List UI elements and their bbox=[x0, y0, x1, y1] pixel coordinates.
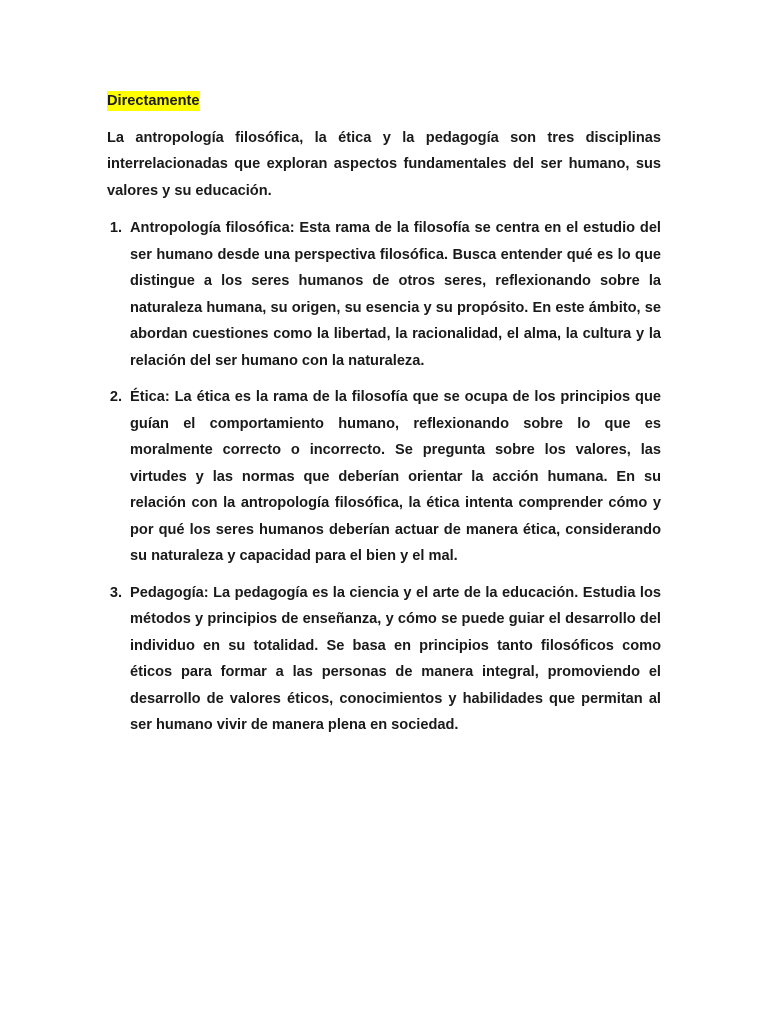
document-body bbox=[107, 88, 661, 749]
list-item-text: Antropología filosófica: Esta rama de la filosofía se centra en el estudio del ser humano desde una perspectiva filosófica. Busca entender qué es lo que distingue a los seres humanos de otros seres, reflexionando sobre la naturaleza humana, su origen, su esencia y su propósito. En este ámbito, se abordan cuestiones como la libertad, la racionalidad, el alma, la cultura y la relación del ser humano con la naturaleza. bbox=[130, 220, 661, 369]
list-item-text: Ética: La ética es la rama de la filosofía que se ocupa de los principios que guían el comportamiento humano, reflexionando sobre lo que es moralmente correcto o incorrecto. Se pregunta sobre los valores, las virtudes y las normas que deberían orientar la acción humana. En su relación con la antropología filosófica, la ética intenta comprender cómo y por qué los seres humanos deberían actuar de manera ética, considerando su naturaleza y capacidad para el bien y el mal. bbox=[130, 389, 661, 564]
list-item-number: 1. bbox=[109, 220, 122, 236]
list-item bbox=[107, 384, 661, 570]
intro-paragraph: La antropología filosófica, la ética y la pedagogía son tres disciplinas interrelacionadas que exploran aspectos fundamentales del ser humano, sus valores y su educación. bbox=[107, 129, 661, 199]
list-item bbox=[107, 580, 661, 739]
list-item-text: Pedagogía: La pedagogía es la ciencia y el arte de la educación. Estudia los métodos y principios de enseñanza, y cómo se puede guiar el desarrollo del individuo en su totalidad. Se basa en principios tanto filosóficos como éticos para formar a las personas de manera integral, promoviendo el desarrollo de valores éticos, conocimientos y habilidades que permitan al ser humano vivir de manera plena en sociedad. bbox=[130, 584, 661, 733]
list-item-number: 2. bbox=[109, 389, 122, 405]
list-item bbox=[107, 215, 661, 374]
list-item-number: 3. bbox=[109, 584, 122, 601]
numbered-list bbox=[107, 215, 661, 739]
highlighted-heading: Directamente bbox=[107, 93, 200, 109]
heading-line bbox=[107, 88, 661, 115]
